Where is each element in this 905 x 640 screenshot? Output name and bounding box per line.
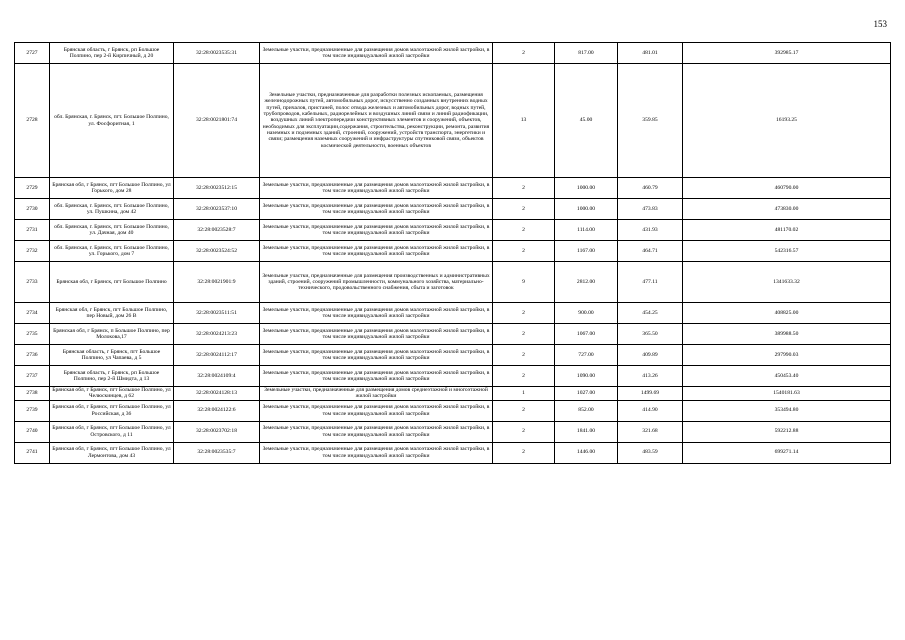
cadastral-number-cell: 32:28:0023702:18 <box>174 421 260 442</box>
zone-cell: 2 <box>493 442 555 463</box>
cadastral-value-cell: 297990.03 <box>683 345 891 366</box>
address-cell: Брянская область, г Брянск, пгт Большое Полпино, ул Чапаева, д 5 <box>50 345 174 366</box>
address-cell: обл. Брянская, г. Брянск, пгт. Большое Полпино, ул. Фосфоритная, 1 <box>50 64 174 178</box>
row-number-cell: 2740 <box>15 421 50 442</box>
rate-cell: 413.26 <box>618 366 683 387</box>
table-row <box>15 400 891 421</box>
land-use-cell: Земельные участки, предназначенные для размещения домов малоэтажной жилой застройки, в том числе индивидуальной жилой застройки <box>260 421 493 442</box>
row-number-cell: 2735 <box>15 324 50 345</box>
zone-cell: 2 <box>493 178 555 199</box>
row-number-cell: 2727 <box>15 43 50 64</box>
table-row <box>15 366 891 387</box>
address-cell: Брянская обл, г Брянск, пгт Большое Полпино <box>50 262 174 303</box>
address-cell: Брянская обл, г Брянск, п Большое Полпино, пер Молокова,17 <box>50 324 174 345</box>
zone-cell: 2 <box>493 421 555 442</box>
zone-cell: 2 <box>493 220 555 241</box>
land-use-cell: Земельные участки, предназначенные для размещения домов малоэтажной жилой застройки, в том числе индивидуальной жилой застройки <box>260 43 493 64</box>
address-cell: обл. Брянская, г. Брянск, пгт. Большое Полпино, ул. Дачная, дом 40 <box>50 220 174 241</box>
cadastral-number-cell: 32:28:0024109:4 <box>174 366 260 387</box>
area-cell: 1000.00 <box>555 178 618 199</box>
area-cell: 2812.00 <box>555 262 618 303</box>
land-use-cell: Земельные участки, предназначенные для размещения домов малоэтажной жилой застройки, в том числе индивидуальной жилой застройки <box>260 303 493 324</box>
land-use-cell: Земельные участки, предназначенные для размещения домов малоэтажной жилой застройки, в том числе индивидуальной жилой застройки <box>260 442 493 463</box>
cadastral-value-cell: 699271.14 <box>683 442 891 463</box>
rate-cell: 321.68 <box>618 421 683 442</box>
table-row <box>15 324 891 345</box>
zone-cell: 2 <box>493 345 555 366</box>
cadastral-value-cell: 592212.88 <box>683 421 891 442</box>
cadastral-value-cell: 389988.50 <box>683 324 891 345</box>
table-row <box>15 262 891 303</box>
zone-cell: 1 <box>493 387 555 401</box>
zone-cell: 2 <box>493 303 555 324</box>
table-row <box>15 387 891 401</box>
rate-cell: 483.59 <box>618 442 683 463</box>
cadastral-value-cell: 16193.25 <box>683 64 891 178</box>
zone-cell: 9 <box>493 262 555 303</box>
row-number-cell: 2733 <box>15 262 50 303</box>
table-row <box>15 43 891 64</box>
page-number: 153 <box>873 19 887 29</box>
cadastral-number-cell: 32:28:0024213:23 <box>174 324 260 345</box>
area-cell: 1114.00 <box>555 220 618 241</box>
area-cell: 852.00 <box>555 400 618 421</box>
cadastral-number-cell: 32:28:0023511:51 <box>174 303 260 324</box>
row-number-cell: 2732 <box>15 241 50 262</box>
rate-cell: 1499.69 <box>618 387 683 401</box>
cadastral-value-cell: 1540181.63 <box>683 387 891 401</box>
cadastral-number-cell: 32:28:0023528:7 <box>174 220 260 241</box>
cadastral-number-cell: 32:28:0024112:17 <box>174 345 260 366</box>
land-use-cell: Земельные участки, предназначенные для разработки полезных ископаемых, размещения железнодорожных путей, автомобильных дорог, искусственно созданных внутренних водных путей, причалов, пристаней, полос отвода железных и автомобильных дорог, водных путей, трубопроводов, кабельных, радиорелейных и воздушных линий связи и линий радиофикации, воздушных линий электропередачи конструктивных элементов и сооружений, объектов, необходимых для эксплуатации,содержания, строительства, реконструкции, ремонта, развития наземных и подземных зданий, строений, сооружений, устройств транспорта, энергетики и связи; размещения наземных сооружений и инфраструктуры спутниковой связи, объектов космической деятельности, военных объектов <box>260 64 493 178</box>
table-row <box>15 178 891 199</box>
land-use-cell: Земельные участки, предназначенные для размещения домов малоэтажной жилой застройки, в том числе индивидуальной жилой застройки <box>260 199 493 220</box>
zone-cell: 2 <box>493 241 555 262</box>
address-cell: Брянская обл, г Брянск, пгт Большое Полпино, ул Российская, д 36 <box>50 400 174 421</box>
address-cell: обл. Брянская, г. Брянск, пгт. Большое Полпино, ул. Горького, дом 7 <box>50 241 174 262</box>
rate-cell: 431.93 <box>618 220 683 241</box>
land-use-cell: Земельные участки, предназначенные для размещения домов малоэтажной жилой застройки, в том числе индивидуальной жилой застройки <box>260 324 493 345</box>
row-number-cell: 2741 <box>15 442 50 463</box>
table-body <box>15 43 891 464</box>
cadastral-number-cell: 32:28:0023537:10 <box>174 199 260 220</box>
rate-cell: 365.50 <box>618 324 683 345</box>
zone-cell: 2 <box>493 400 555 421</box>
zone-cell: 2 <box>493 366 555 387</box>
area-cell: 1167.00 <box>555 241 618 262</box>
area-cell: 1090.00 <box>555 366 618 387</box>
address-cell: Брянская обл, г Брянск, пгт Большое Полпино, пер Новый, дом 26 В <box>50 303 174 324</box>
table-row <box>15 64 891 178</box>
rate-cell: 409.89 <box>618 345 683 366</box>
address-cell: Брянская область, г Брянск, рп Большое Полпино, пер 2-й Шмидта, д 13 <box>50 366 174 387</box>
rate-cell: 473.83 <box>618 199 683 220</box>
area-cell: 727.00 <box>555 345 618 366</box>
area-cell: 1841.00 <box>555 421 618 442</box>
table-row <box>15 241 891 262</box>
zone-cell: 13 <box>493 64 555 178</box>
row-number-cell: 2731 <box>15 220 50 241</box>
cadastral-value-cell: 353494.80 <box>683 400 891 421</box>
rate-cell: 464.71 <box>618 241 683 262</box>
cadastral-value-cell: 473830.00 <box>683 199 891 220</box>
table-row <box>15 220 891 241</box>
area-cell: 900.00 <box>555 303 618 324</box>
land-registry-table <box>14 42 891 464</box>
rate-cell: 414.90 <box>618 400 683 421</box>
rate-cell: 481.01 <box>618 43 683 64</box>
area-cell: 1067.00 <box>555 324 618 345</box>
zone-cell: 2 <box>493 199 555 220</box>
area-cell: 45.00 <box>555 64 618 178</box>
cadastral-value-cell: 1341633.32 <box>683 262 891 303</box>
cadastral-number-cell: 32:28:0023535:7 <box>174 442 260 463</box>
zone-cell: 2 <box>493 324 555 345</box>
cadastral-number-cell: 32:28:0023535:31 <box>174 43 260 64</box>
area-cell: 817.00 <box>555 43 618 64</box>
address-cell: Брянская обл, г Брянск, пгт Большое Полпино, ул Островского, д 11 <box>50 421 174 442</box>
cadastral-value-cell: 460790.00 <box>683 178 891 199</box>
rate-cell: 460.79 <box>618 178 683 199</box>
table-row <box>15 303 891 324</box>
table-row <box>15 442 891 463</box>
row-number-cell: 2739 <box>15 400 50 421</box>
row-number-cell: 2736 <box>15 345 50 366</box>
rate-cell: 477.11 <box>618 262 683 303</box>
land-use-cell: Земельные участки, предназначенные для размещения домов малоэтажной жилой застройки, в том числе индивидуальной жилой застройки <box>260 220 493 241</box>
cadastral-value-cell: 450453.40 <box>683 366 891 387</box>
land-use-cell: Земельные участки, предназначенные для размещения домов малоэтажной жилой застройки, в том числе индивидуальной жилой застройки <box>260 400 493 421</box>
cadastral-value-cell: 392985.17 <box>683 43 891 64</box>
zone-cell: 2 <box>493 43 555 64</box>
address-cell: Брянская обл, г Брянск, пгт Большое Полпино, ул Лермонтова, дом 43 <box>50 442 174 463</box>
cadastral-value-cell: 481170.02 <box>683 220 891 241</box>
cadastral-value-cell: 542316.57 <box>683 241 891 262</box>
address-cell: Брянская обл, г Брянск, пгт Большое Полпино, ул Горького, дом 28 <box>50 178 174 199</box>
land-use-cell: Земельные участки, предназначенные для размещения производственных и административных зданий, строений, сооружений промышленности, коммунального хозяйства, материально-технического, продовольственного снабжения, сбыта и заготовок <box>260 262 493 303</box>
table-row <box>15 199 891 220</box>
row-number-cell: 2730 <box>15 199 50 220</box>
cadastral-value-cell: 408825.00 <box>683 303 891 324</box>
address-cell: Брянская область, г Брянск, рп Большое Полпино, пер 2-й Кирпичный, д 20 <box>50 43 174 64</box>
area-cell: 1027.00 <box>555 387 618 401</box>
table-row <box>15 345 891 366</box>
row-number-cell: 2729 <box>15 178 50 199</box>
address-cell: Брянская обл, г Брянск, пгт Большое Полпино, ул Челюскинцев, д 62 <box>50 387 174 401</box>
cadastral-number-cell: 32:28:0024128:13 <box>174 387 260 401</box>
address-cell: обл. Брянская, г. Брянск, пгт. Большое Полпино, ул. Пушкина, дом 42 <box>50 199 174 220</box>
rate-cell: 359.85 <box>618 64 683 178</box>
land-use-cell: Земельные участки, предназначенные для размещения домов среднеэтажной и многоэтажной жилой застройки <box>260 387 493 401</box>
row-number-cell: 2728 <box>15 64 50 178</box>
land-use-cell: Земельные участки, предназначенные для размещения домов малоэтажной жилой застройки, в том числе индивидуальной жилой застройки <box>260 178 493 199</box>
rate-cell: 454.25 <box>618 303 683 324</box>
row-number-cell: 2737 <box>15 366 50 387</box>
area-cell: 1446.00 <box>555 442 618 463</box>
cadastral-number-cell: 32:28:0021901:9 <box>174 262 260 303</box>
land-use-cell: Земельные участки, предназначенные для размещения домов малоэтажной жилой застройки, в том числе индивидуальной жилой застройки <box>260 241 493 262</box>
land-use-cell: Земельные участки, предназначенные для размещения домов малоэтажной жилой застройки, в том числе индивидуальной жилой застройки <box>260 345 493 366</box>
row-number-cell: 2738 <box>15 387 50 401</box>
cadastral-number-cell: 32:28:0023524:52 <box>174 241 260 262</box>
cadastral-number-cell: 32:28:0024122:6 <box>174 400 260 421</box>
area-cell: 1000.00 <box>555 199 618 220</box>
cadastral-number-cell: 32:28:0021801:74 <box>174 64 260 178</box>
cadastral-number-cell: 32:28:0023512:15 <box>174 178 260 199</box>
row-number-cell: 2734 <box>15 303 50 324</box>
table-row <box>15 421 891 442</box>
land-use-cell: Земельные участки, предназначенные для размещения домов малоэтажной жилой застройки, в том числе индивидуальной жилой застройки <box>260 366 493 387</box>
